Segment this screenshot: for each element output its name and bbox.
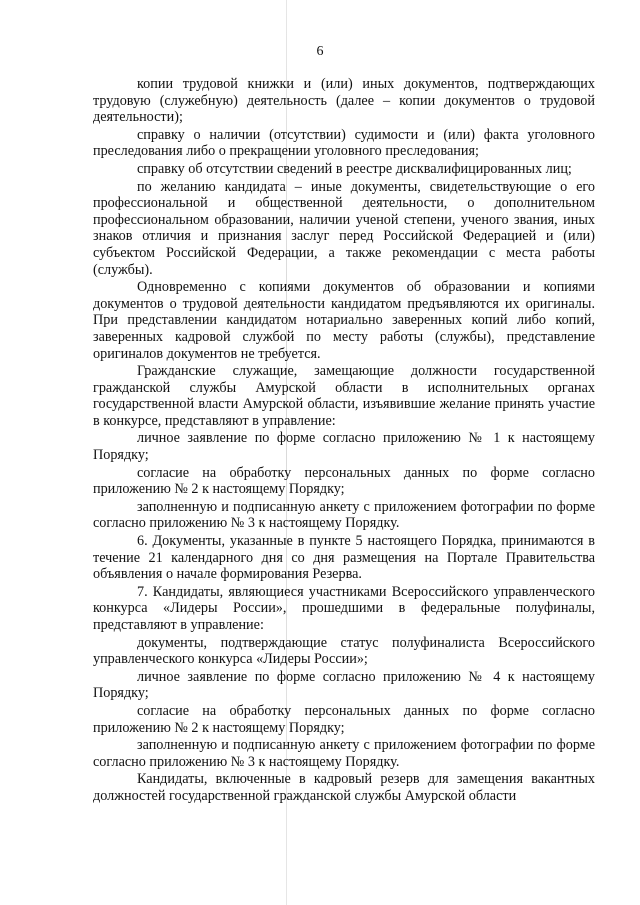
- paragraph-questionnaire-form-3: заполненную и подписанную анкету с приложением фотографии по форме согласно приложению № 3 к настоящему Порядку.: [93, 498, 595, 532]
- paragraph-civil-servants: Гражданские служащие, замещающие должности государственной гражданской службы Амурской области в исполнительных органах государственной власти Амурской области, изъявившие желание принять участие в конкурсе, представляют в управление:: [93, 363, 595, 429]
- paragraph-work-book-copies: копии трудовой книжки и (или) иных документов, подтверждающих трудовую (служебную) деятельность (далее – копии документов о трудовой деятельности);: [93, 76, 595, 126]
- paragraph-item-7: 7. Кандидаты, являющиеся участниками Всероссийского управленческого конкурса «Лидеры России», прошедшими в федеральные полуфиналы, представляют в управление:: [93, 583, 595, 633]
- paragraph-questionnaire-form-3-repeat: заполненную и подписанную анкету с приложением фотографии по форме согласно приложению № 3 к настоящему Порядку.: [93, 737, 595, 770]
- paragraph-application-form-4: личное заявление по форме согласно приложению № 4 к настоящему Порядку;: [93, 668, 595, 702]
- page-number: 6: [316, 44, 324, 59]
- paragraph-originals: Одновременно с копиями документов об образовании и копиями документов о трудовой деятельности кандидатом предъявляются их оригиналы. При представлении кандидатом нотариально заверенных копий либо копий, заверенных кадровой службой по месту работы (службы), представление оригиналов документов не требуется.: [93, 279, 595, 362]
- paragraph-personnel-reserve: Кандидаты, включенные в кадровый резерв для замещения вакантных должностей государственной гражданской службы Амурской области: [93, 771, 595, 804]
- document-body: [93, 76, 595, 805]
- paragraph-item-6: 6. Документы, указанные в пункте 5 настоящего Порядка, принимаются в течение 21 календарного дня со дня размещения на Портале Правительства объявления о начале формирования Резерва.: [93, 533, 595, 583]
- paragraph-criminal-record-certificate: справку о наличии (отсутствии) судимости и (или) факта уголовного преследования либо о прекращении уголовного преследования;: [93, 126, 595, 160]
- paragraph-consent-form-2-repeat: согласие на обработку персональных данных по форме согласно приложению № 2 к настоящему Порядку;: [93, 702, 595, 736]
- paragraph-disqualification-register: справку об отсутствии сведений в реестре дисквалифицированных лиц;: [137, 160, 572, 177]
- paragraph-semifinalist-status: документы, подтверждающие статус полуфиналиста Всероссийского управленческого конкурса «Лидеры России»;: [93, 634, 595, 668]
- paragraph-optional-documents: по желанию кандидата – иные документы, свидетельствующие о его профессиональной и общественной деятельности, о дополнительном профессиональном образовании, наличии ученой степени, ученого звания, иных знаков отличия и признания заслуг перед Российской Федерацией и (или) субъектом Российской Федерации, а также рекомендации с места работы (службы).: [93, 178, 595, 278]
- paragraph-application-form-1: личное заявление по форме согласно приложению № 1 к настоящему Порядку;: [93, 430, 595, 464]
- paragraph-consent-form-2: согласие на обработку персональных данных по форме согласно приложению № 2 к настоящему Порядку;: [93, 464, 595, 498]
